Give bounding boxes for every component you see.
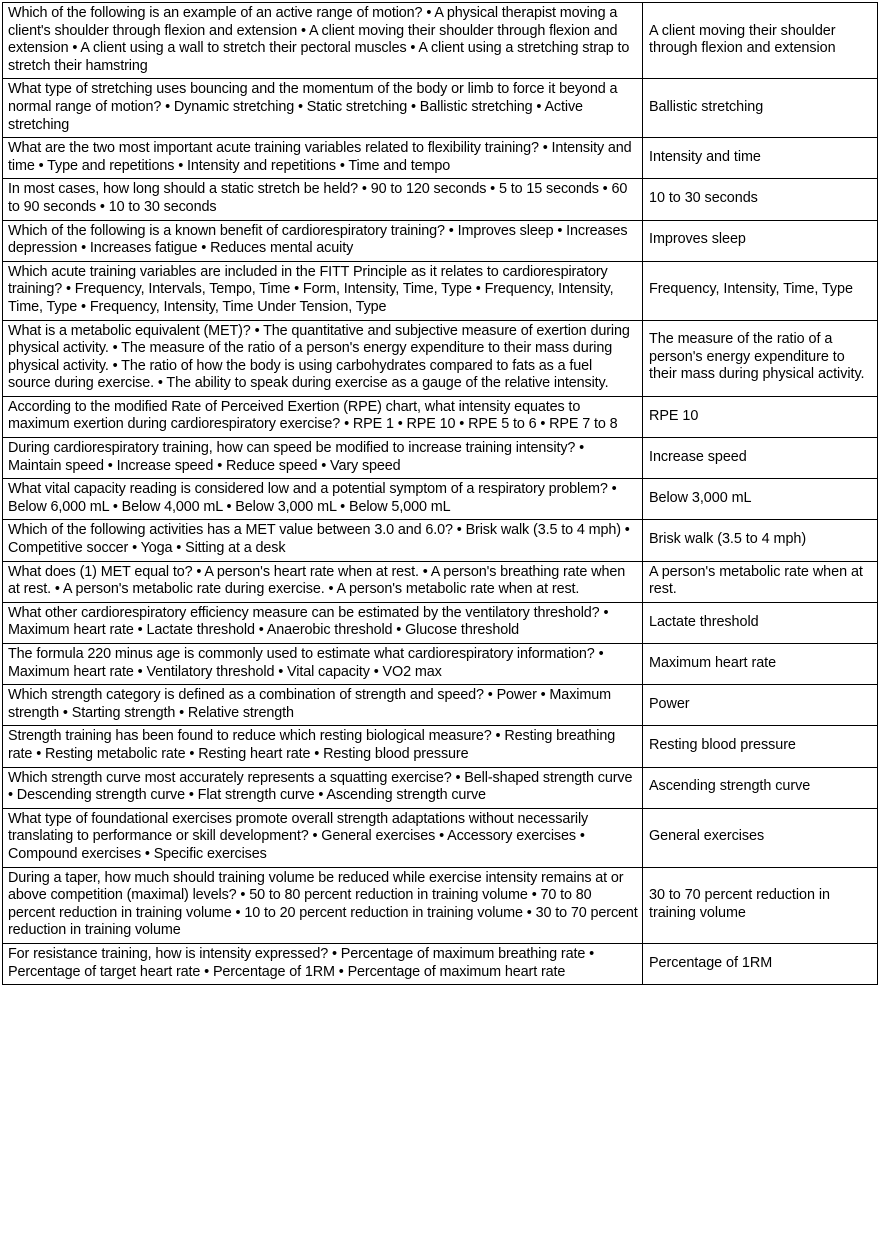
table-row bbox=[3, 261, 878, 320]
question-cell: During a taper, how much should training volume be reduced while exercise intensity remains at or above competition (maximal) levels? • 50 to 80 percent reduction in training volume • 70 to 80 percent reduction in training volume • 10 to 20 percent reduction in training volume • 30 to 70 percent reduction in training volume bbox=[3, 867, 643, 943]
answer-cell: Ballistic stretching bbox=[643, 79, 878, 138]
question-cell: During cardiorespiratory training, how can speed be modified to increase training intensity? • Maintain speed • Increase speed • Reduce speed • Vary speed bbox=[3, 438, 643, 479]
answer-cell: RPE 10 bbox=[643, 396, 878, 437]
table-row bbox=[3, 138, 878, 179]
question-cell: What are the two most important acute training variables related to flexibility training? • Intensity and time • Type and repetitions • Intensity and repetitions • Time and tempo bbox=[3, 138, 643, 179]
question-answer-table bbox=[2, 2, 878, 985]
question-cell: What vital capacity reading is considered low and a potential symptom of a respiratory problem? • Below 6,000 mL • Below 4,000 mL • Below 3,000 mL • Below 5,000 mL bbox=[3, 479, 643, 520]
table-row bbox=[3, 867, 878, 943]
answer-cell: 10 to 30 seconds bbox=[643, 179, 878, 220]
table-row bbox=[3, 943, 878, 984]
question-cell: What is a metabolic equivalent (MET)? • The quantitative and subjective measure of exertion during physical activity. • The measure of the ratio of a person's energy expenditure to their mass during physical activity. • The ratio of how the body is using carbohydrates compared to fats as a fuel source during exercise. • The ability to speak during exercise as a gauge of the relative intensity. bbox=[3, 320, 643, 396]
answer-cell: 30 to 70 percent reduction in training volume bbox=[643, 867, 878, 943]
table-row bbox=[3, 479, 878, 520]
question-cell: Which strength category is defined as a combination of strength and speed? • Power • Maximum strength • Starting strength • Relative strength bbox=[3, 685, 643, 726]
question-cell: Strength training has been found to reduce which resting biological measure? • Resting breathing rate • Resting metabolic rate • Resting heart rate • Resting blood pressure bbox=[3, 726, 643, 767]
question-cell: Which of the following is an example of an active range of motion? • A physical therapist moving a client's shoulder through flexion and extension • A client moving their shoulder through flexion and extension • A client using a wall to stretch their pectoral muscles • A client using a stretching strap to stretch their hamstring bbox=[3, 3, 643, 79]
answer-cell: Increase speed bbox=[643, 438, 878, 479]
answer-cell: Frequency, Intensity, Time, Type bbox=[643, 261, 878, 320]
answer-cell: Maximum heart rate bbox=[643, 644, 878, 685]
question-cell: What type of stretching uses bouncing and the momentum of the body or limb to force it beyond a normal range of motion? • Dynamic stretching • Static stretching • Ballistic stretching • Active stretching bbox=[3, 79, 643, 138]
answer-cell: General exercises bbox=[643, 808, 878, 867]
table-row bbox=[3, 726, 878, 767]
table-row bbox=[3, 79, 878, 138]
question-cell: Which of the following activities has a MET value between 3.0 and 6.0? • Brisk walk (3.5 to 4 mph) • Competitive soccer • Yoga • Sitting at a desk bbox=[3, 520, 643, 561]
question-cell: The formula 220 minus age is commonly used to estimate what cardiorespiratory information? • Maximum heart rate • Ventilatory threshold • Vital capacity • VO2 max bbox=[3, 644, 643, 685]
question-cell: According to the modified Rate of Perceived Exertion (RPE) chart, what intensity equates to maximum exertion during cardiorespiratory exercise? • RPE 1 • RPE 10 • RPE 5 to 6 • RPE 7 to 8 bbox=[3, 396, 643, 437]
table-row bbox=[3, 561, 878, 602]
answer-cell: Ascending strength curve bbox=[643, 767, 878, 808]
question-cell: What other cardiorespiratory efficiency measure can be estimated by the ventilatory threshold? • Maximum heart rate • Lactate threshold • Anaerobic threshold • Glucose threshold bbox=[3, 602, 643, 643]
table-row bbox=[3, 602, 878, 643]
answer-cell: Intensity and time bbox=[643, 138, 878, 179]
question-cell: Which acute training variables are included in the FITT Principle as it relates to cardiorespiratory training? • Frequency, Intervals, Tempo, Time • Form, Intensity, Time, Type • Frequency, Intensity, Time, Type • Frequency, Intensity, Time Under Tension, Type bbox=[3, 261, 643, 320]
table-body bbox=[3, 3, 878, 985]
question-cell: Which strength curve most accurately represents a squatting exercise? • Bell-shaped strength curve • Descending strength curve • Flat strength curve • Ascending strength curve bbox=[3, 767, 643, 808]
table-row bbox=[3, 685, 878, 726]
question-cell: What type of foundational exercises promote overall strength adaptations without necessarily translating to performance or skill development? • General exercises • Accessory exercises • Compound exercises • Specific exercises bbox=[3, 808, 643, 867]
answer-cell: A client moving their shoulder through flexion and extension bbox=[643, 3, 878, 79]
table-row bbox=[3, 438, 878, 479]
answer-cell: Resting blood pressure bbox=[643, 726, 878, 767]
answer-cell: Lactate threshold bbox=[643, 602, 878, 643]
answer-cell: The measure of the ratio of a person's energy expenditure to their mass during physical activity. bbox=[643, 320, 878, 396]
question-cell: In most cases, how long should a static stretch be held? • 90 to 120 seconds • 5 to 15 seconds • 60 to 90 seconds • 10 to 30 seconds bbox=[3, 179, 643, 220]
question-cell: What does (1) MET equal to? • A person's heart rate when at rest. • A person's breathing rate when at rest. • A person's metabolic rate during exercise. • A person's metabolic rate when at rest. bbox=[3, 561, 643, 602]
table-row bbox=[3, 767, 878, 808]
table-row bbox=[3, 179, 878, 220]
table-row bbox=[3, 396, 878, 437]
table-row bbox=[3, 808, 878, 867]
table-row bbox=[3, 220, 878, 261]
table-row bbox=[3, 3, 878, 79]
question-cell: For resistance training, how is intensity expressed? • Percentage of maximum breathing rate • Percentage of target heart rate • Percentage of 1RM • Percentage of maximum heart rate bbox=[3, 943, 643, 984]
table-row bbox=[3, 520, 878, 561]
answer-cell: Improves sleep bbox=[643, 220, 878, 261]
answer-cell: Power bbox=[643, 685, 878, 726]
table-row bbox=[3, 644, 878, 685]
answer-cell: Brisk walk (3.5 to 4 mph) bbox=[643, 520, 878, 561]
answer-cell: A person's metabolic rate when at rest. bbox=[643, 561, 878, 602]
question-cell: Which of the following is a known benefit of cardiorespiratory training? • Improves sleep • Increases depression • Increases fatigue • Reduces mental acuity bbox=[3, 220, 643, 261]
table-row bbox=[3, 320, 878, 396]
answer-cell: Percentage of 1RM bbox=[643, 943, 878, 984]
answer-cell: Below 3,000 mL bbox=[643, 479, 878, 520]
